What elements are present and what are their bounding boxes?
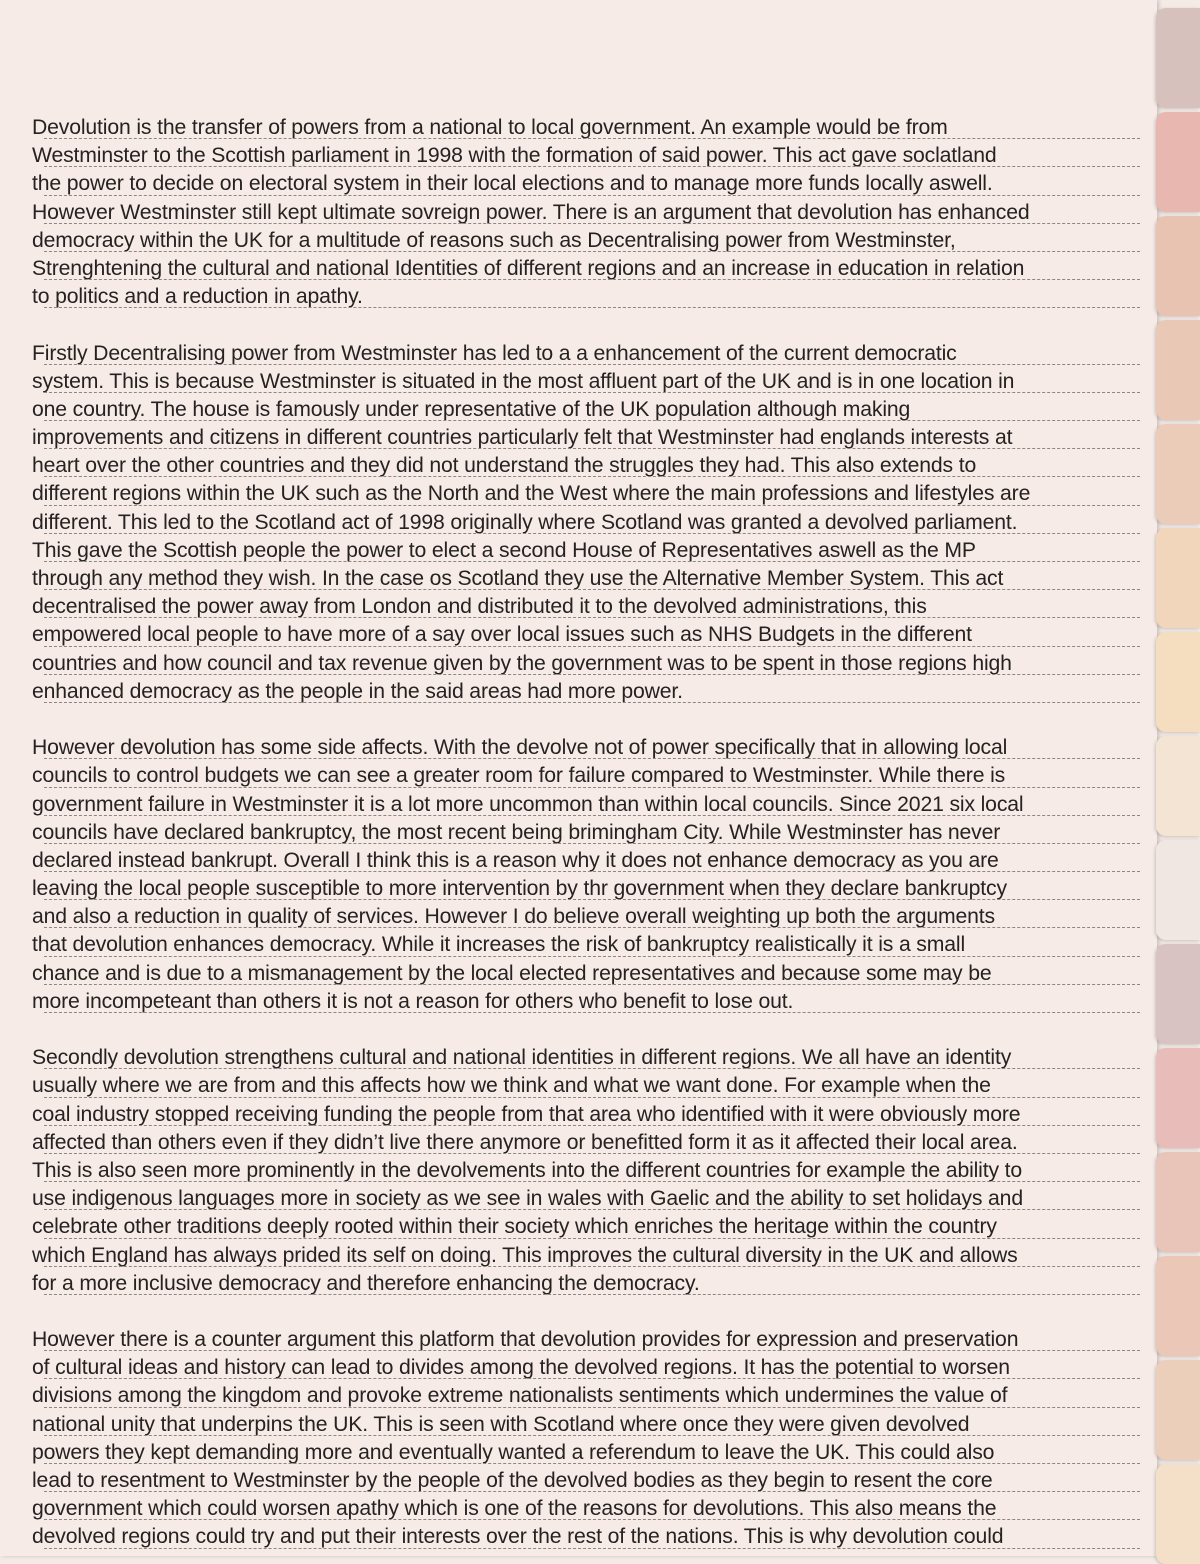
text-line: improvements and citizens in different countries particularly felt that Westminster had englands interests at (32, 424, 1157, 452)
paragraph-gap (32, 1016, 1157, 1044)
text-line: democracy within the UK for a multitude of reasons such as Decentralising power from Westminster, (32, 227, 1157, 255)
notebook-tab[interactable] (1156, 1048, 1200, 1148)
essay-paragraph (32, 114, 1157, 311)
notebook-tab[interactable] (1156, 8, 1200, 108)
notebook-tab[interactable] (1156, 736, 1200, 836)
text-line: of cultural ideas and history can lead to divides among the devolved regions. It has the potential to worsen (32, 1354, 1157, 1382)
text-line: However devolution has some side affects. With the devolve not of power specifically that in allowing local (32, 734, 1157, 762)
text-line: powers they kept demanding more and eventually wanted a referendum to leave the UK. This could also (32, 1439, 1157, 1467)
text-line: lead to resentment to Westminster by the people of the devolved bodies as they begin to resent the core (32, 1467, 1157, 1495)
notebook-tab[interactable] (1156, 1464, 1200, 1564)
text-line: However Westminster still kept ultimate sovreign power. There is an argument that devolution has enhanced (32, 199, 1157, 227)
notebook-tab[interactable] (1156, 944, 1200, 1044)
text-line: leaving the local people susceptible to more intervention by thr government when they declare bankruptcy (32, 875, 1157, 903)
text-line: declared instead bankrupt. Overall I think this is a reason why it does not enhance democracy as you are (32, 847, 1157, 875)
text-line: different. This led to the Scotland act of 1998 originally where Scotland was granted a devolved parliament. (32, 509, 1157, 537)
text-line: national unity that underpins the UK. This is seen with Scotland where once they were given devolved (32, 1411, 1157, 1439)
text-line: affected than others even if they didn’t live there anymore or benefitted form it as it affected their local area. (32, 1129, 1157, 1157)
paragraph-gap (32, 706, 1157, 734)
text-line: Westminster to the Scottish parliament in 1998 with the formation of said power. This act gave soclatland (32, 142, 1157, 170)
text-line: However there is a counter argument this platform that devolution provides for expression and preservation (32, 1326, 1157, 1354)
text-line: use indigenous languages more in society as we see in wales with Gaelic and the ability to set holidays and (32, 1185, 1157, 1213)
notebook-tab-strip (1156, 0, 1200, 1556)
text-line: through any method they wish. In the case os Scotland they use the Alternative Member System. This act (32, 565, 1157, 593)
text-line: to politics and a reduction in apathy. (32, 283, 1157, 311)
text-line: that devolution enhances democracy. While it increases the risk of bankruptcy realistically it is a small (32, 931, 1157, 959)
paragraph-gap (32, 1298, 1157, 1326)
text-line: usually where we are from and this affects how we think and what we want done. For example when the (32, 1072, 1157, 1100)
text-line: and also a reduction in quality of services. However I do believe overall weighting up both the arguments (32, 903, 1157, 931)
text-line: one country. The house is famously under representative of the UK population although making (32, 396, 1157, 424)
text-line: coal industry stopped receiving funding the people from that area who identified with it were obviously more (32, 1101, 1157, 1129)
text-line: chance and is due to a mismanagement by the local elected representatives and because some may be (32, 960, 1157, 988)
text-line: more incompeteant than others it is not a reason for others who benefit to lose out. (32, 988, 1157, 1016)
text-line: devolved regions could try and put their interests over the rest of the nations. This is why devolution could (32, 1523, 1157, 1551)
notebook-tab[interactable] (1156, 1152, 1200, 1252)
text-line: different regions within the UK such as the North and the West where the main professions and lifestyles are (32, 480, 1157, 508)
text-line: the power to decide on electoral system in their local elections and to manage more funds locally aswell. (32, 170, 1157, 198)
text-line: Devolution is the transfer of powers from a national to local government. An example would be from (32, 114, 1157, 142)
text-line: decentralised the power away from London and distributed it to the devolved administrations, this (32, 593, 1157, 621)
text-line: Firstly Decentralising power from Westminster has led to a a enhancement of the current democratic (32, 340, 1157, 368)
text-line: This is also seen more prominently in the devolvements into the different countries for example the ability to (32, 1157, 1157, 1185)
notebook-tab[interactable] (1156, 424, 1200, 524)
notebook-tab[interactable] (1156, 112, 1200, 212)
notebook-tab[interactable] (1156, 840, 1200, 940)
text-line: This gave the Scottish people the power to elect a second House of Representatives aswell as the MP (32, 537, 1157, 565)
essay-body (32, 114, 1157, 1552)
text-line: system. This is because Westminster is situated in the most affluent part of the UK and is in one location in (32, 368, 1157, 396)
text-line: divisions among the kingdom and provoke extreme nationalists sentiments which undermines the value of (32, 1382, 1157, 1410)
text-line: countries and how council and tax revenue given by the government was to be spent in those regions high (32, 650, 1157, 678)
text-line: heart over the other countries and they did not understand the struggles they had. This also extends to (32, 452, 1157, 480)
text-line: empowered local people to have more of a say over local issues such as NHS Budgets in the different (32, 621, 1157, 649)
essay-paragraph (32, 340, 1157, 706)
text-line: Secondly devolution strengthens cultural and national identities in different regions. We all have an identity (32, 1044, 1157, 1072)
paragraph-gap (32, 311, 1157, 339)
text-line: which England has always prided its self on doing. This improves the cultural diversity in the UK and allows (32, 1242, 1157, 1270)
text-line: celebrate other traditions deeply rooted within their society which enriches the heritage within the country (32, 1213, 1157, 1241)
text-line: government which could worsen apathy which is one of the reasons for devolutions. This also means the (32, 1495, 1157, 1523)
essay-paragraph (32, 1044, 1157, 1298)
notebook-tab[interactable] (1156, 1256, 1200, 1356)
notebook-tab[interactable] (1156, 528, 1200, 628)
essay-paragraph (32, 734, 1157, 1016)
notebook-tab[interactable] (1156, 1360, 1200, 1460)
notebook-tab[interactable] (1156, 632, 1200, 732)
notebook-tab[interactable] (1156, 216, 1200, 316)
text-line: government failure in Westminster it is a lot more uncommon than within local councils. Since 2021 six local (32, 791, 1157, 819)
text-line: for a more inclusive democracy and therefore enhancing the democracy. (32, 1270, 1157, 1298)
essay-paragraph (32, 1326, 1157, 1552)
text-line: enhanced democracy as the people in the said areas had more power. (32, 678, 1157, 706)
text-line: Strenghtening the cultural and national Identities of different regions and an increase in education in relation (32, 255, 1157, 283)
notebook-tab[interactable] (1156, 320, 1200, 420)
text-line: councils to control budgets we can see a greater room for failure compared to Westminster. While there is (32, 762, 1157, 790)
text-line: councils have declared bankruptcy, the most recent being brimingham City. While Westminster has never (32, 819, 1157, 847)
